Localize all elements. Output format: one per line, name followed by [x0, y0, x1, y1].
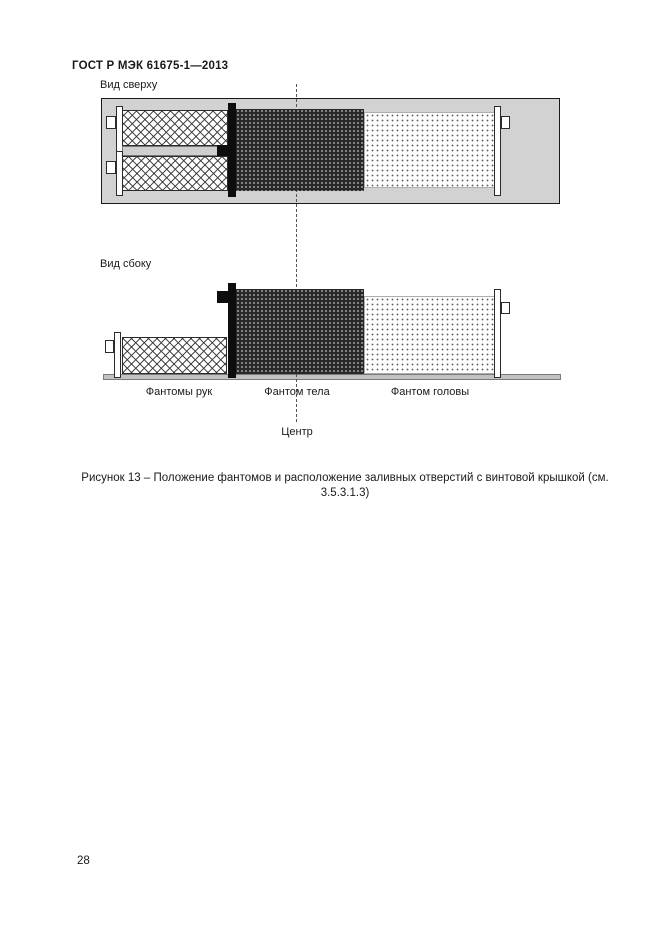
top-view-label: Вид сверху — [100, 79, 158, 91]
head-phantom-label: Фантом головы — [390, 386, 470, 398]
side-view-head-screw-cap — [501, 302, 510, 314]
top-view-arm-phantom-upper — [118, 110, 228, 146]
body-phantom-label: Фантом тела — [264, 386, 330, 398]
top-view-arm-upper-screw-cap — [106, 116, 116, 129]
arms-phantom-label: Фантомы рук — [145, 386, 213, 398]
top-view-arms-gap-bar — [122, 146, 220, 156]
top-view-head-screw-cap — [501, 116, 510, 129]
figure-caption — [80, 471, 610, 501]
side-view-body-filling-hole-cap — [217, 291, 228, 303]
side-view-arm-phantom — [122, 337, 227, 374]
document-header: ГОСТ Р МЭК 61675-1—2013 — [72, 60, 229, 72]
side-view-head-end-cap — [494, 289, 501, 378]
side-view-head-phantom — [364, 296, 496, 374]
figure-caption-line2: 3.5.3.1.3) — [320, 487, 370, 499]
side-view-body-phantom-end-plate — [228, 283, 236, 378]
side-view-arm-end-cap — [114, 332, 121, 378]
center-axis-label: Центр — [281, 426, 313, 438]
page-number: 28 — [77, 855, 90, 867]
figure-caption-line1: Рисунок 13 – Положение фантомов и расположение заливных отверстий с винтовой крышкой (см. — [81, 472, 609, 484]
top-view-body-phantom — [228, 109, 364, 191]
side-view-table-surface — [103, 374, 561, 380]
top-view-head-end-cap — [494, 106, 501, 196]
side-view-body-phantom — [228, 289, 364, 374]
top-view-arm-phantom-lower — [118, 156, 228, 191]
side-view-label: Вид сбоку — [100, 258, 152, 270]
top-view-body-phantom-end-plate — [228, 103, 236, 197]
top-view-head-phantom — [364, 112, 496, 188]
side-view-arm-screw-cap — [105, 340, 114, 353]
top-view-arm-lower-end-cap — [116, 151, 123, 196]
top-view-arm-lower-screw-cap — [106, 161, 116, 174]
